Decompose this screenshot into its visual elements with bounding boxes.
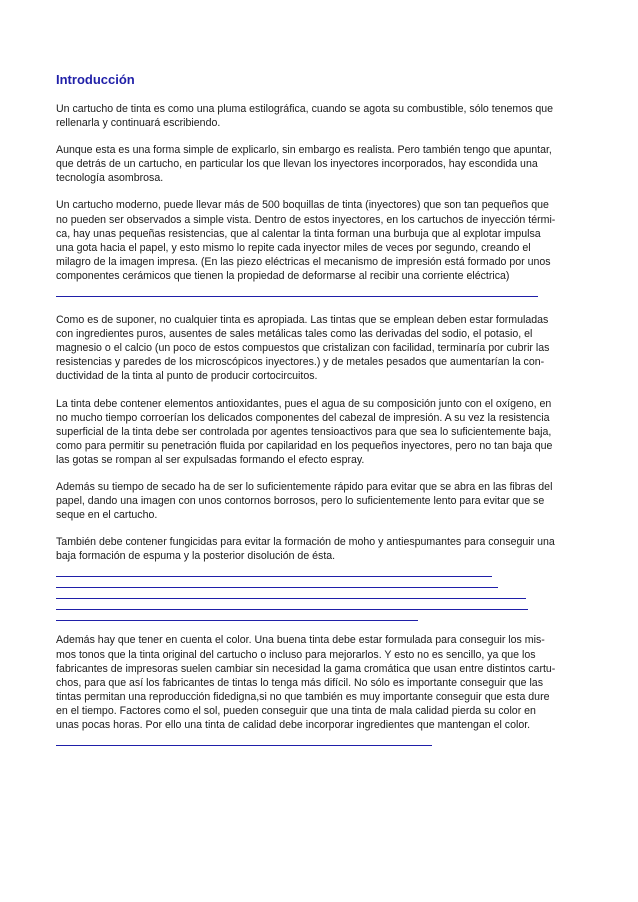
- link-underline[interactable]: [56, 296, 538, 297]
- paragraph-7: También debe contener fungicidas para evitar la formación de moho y antiespumantes para conseguir una baja formación de espuma y la posterior disolución de ésta.: [56, 536, 555, 563]
- link-underline[interactable]: [56, 587, 498, 588]
- paragraph-6: Además su tiempo de secado ha de ser lo suficientemente rápido para evitar que se abra en las fibras del papel, dando una imagen con unos contornos borrosos, pero lo suficientemente lento para evitar que se seque en el cartucho.: [56, 480, 553, 522]
- paragraph-8: Además hay que tener en cuenta el color. Una buena tinta debe estar formulada para conseguir los mis- mos tonos que la tinta original del cartucho o incluso para mejorarlos. Y esto no es sencillo, ya que los fabricantes de impresoras suelen cambiar sin necesidad la gama cromática que usan entre distintos cartu- chos, para que así los fabricantes de tintas lo tenga más difícil. No sólo es importante conseguir que las tintas permitan una reproducción fidedigna,si no que también es muy importante conseguir que esta dure en el tiempo. Factores como el sol, pueden conseguir que una tinta de mala calidad pierda su color en unas pocas horas. Por ello una tinta de calidad debe incorporar ingredientes que mantengan el color.: [56, 634, 556, 731]
- paragraph-1: Un cartucho de tinta es como una pluma estilográfica, cuando se agota su combustible, sólo tenemos que rellenarla y continuará escribiendo.: [56, 103, 554, 130]
- section-title: Introducción: [56, 72, 135, 87]
- paragraph-2: Aunque esta es una forma simple de explicarlo, sin embargo es realista. Pero también tengo que apuntar, que detrás de un cartucho, en particular los que llevan los inyectores incorporados, hay escondida una tecnología asombrosa.: [56, 144, 552, 185]
- link-underline[interactable]: [56, 609, 528, 610]
- paragraph-3: Un cartucho moderno, puede llevar más de 500 boquillas de tinta (inyectores) que son tan pequeños que no pueden ser observados a simple vista. Dentro de estos inyectores, en los cartuchos de inyección térmi- ca, hay unas pequeñas resistencias, que al calentar la tinta forman una burbuja que al explotar impulsa una gota hacia el papel, y esto mismo lo repite cada inyector miles de veces por segundo, creando el milagro de la imagen impresa. (En las piezo eléctricas el mecanismo de impresión está formado por unos componentes cerámicos que tienen la propiedad de deformarse al recibir una corriente eléctrica): [56, 199, 556, 282]
- link-underline[interactable]: [56, 620, 418, 621]
- link-underline[interactable]: [56, 745, 432, 746]
- document-page: [56, 72, 588, 758]
- link-rule-group-1: [56, 296, 588, 297]
- link-rule-group-3: [56, 745, 588, 746]
- link-rule-group-2: [56, 576, 588, 621]
- link-underline[interactable]: [56, 576, 492, 577]
- link-underline[interactable]: [56, 598, 526, 599]
- paragraph-5: La tinta debe contener elementos antioxidantes, pues el agua de su composición junto con el oxígeno, en no mucho tiempo corroerían los delicados componentes del cabezal de impresión. A su vez la resistencia superficial de la tinta debe ser controlada por agentes tensioactivos para que sea lo suficientemente baja, como para permitir su penetración fluida por capilaridad en los pequeños inyectores, pero no tan baja que las gotas se rompan al ser expulsadas formando el efecto espray.: [56, 397, 553, 466]
- paragraph-4: Como es de suponer, no cualquier tinta es apropiada. Las tintas que se emplean deben estar formuladas con ingredientes puros, ausentes de sales metálicas tales como las derivadas del sodio, el potasio, el magnesio o el calcio (un poco de estos compuestos que cristalizan con facilidad, terminaría por cubrir las resistencias y paredes de los microscópicos inyectores.) y de metales pesados que aumentarían la con- ductividad de la tinta al punto de producir cortocircuitos.: [56, 314, 550, 383]
